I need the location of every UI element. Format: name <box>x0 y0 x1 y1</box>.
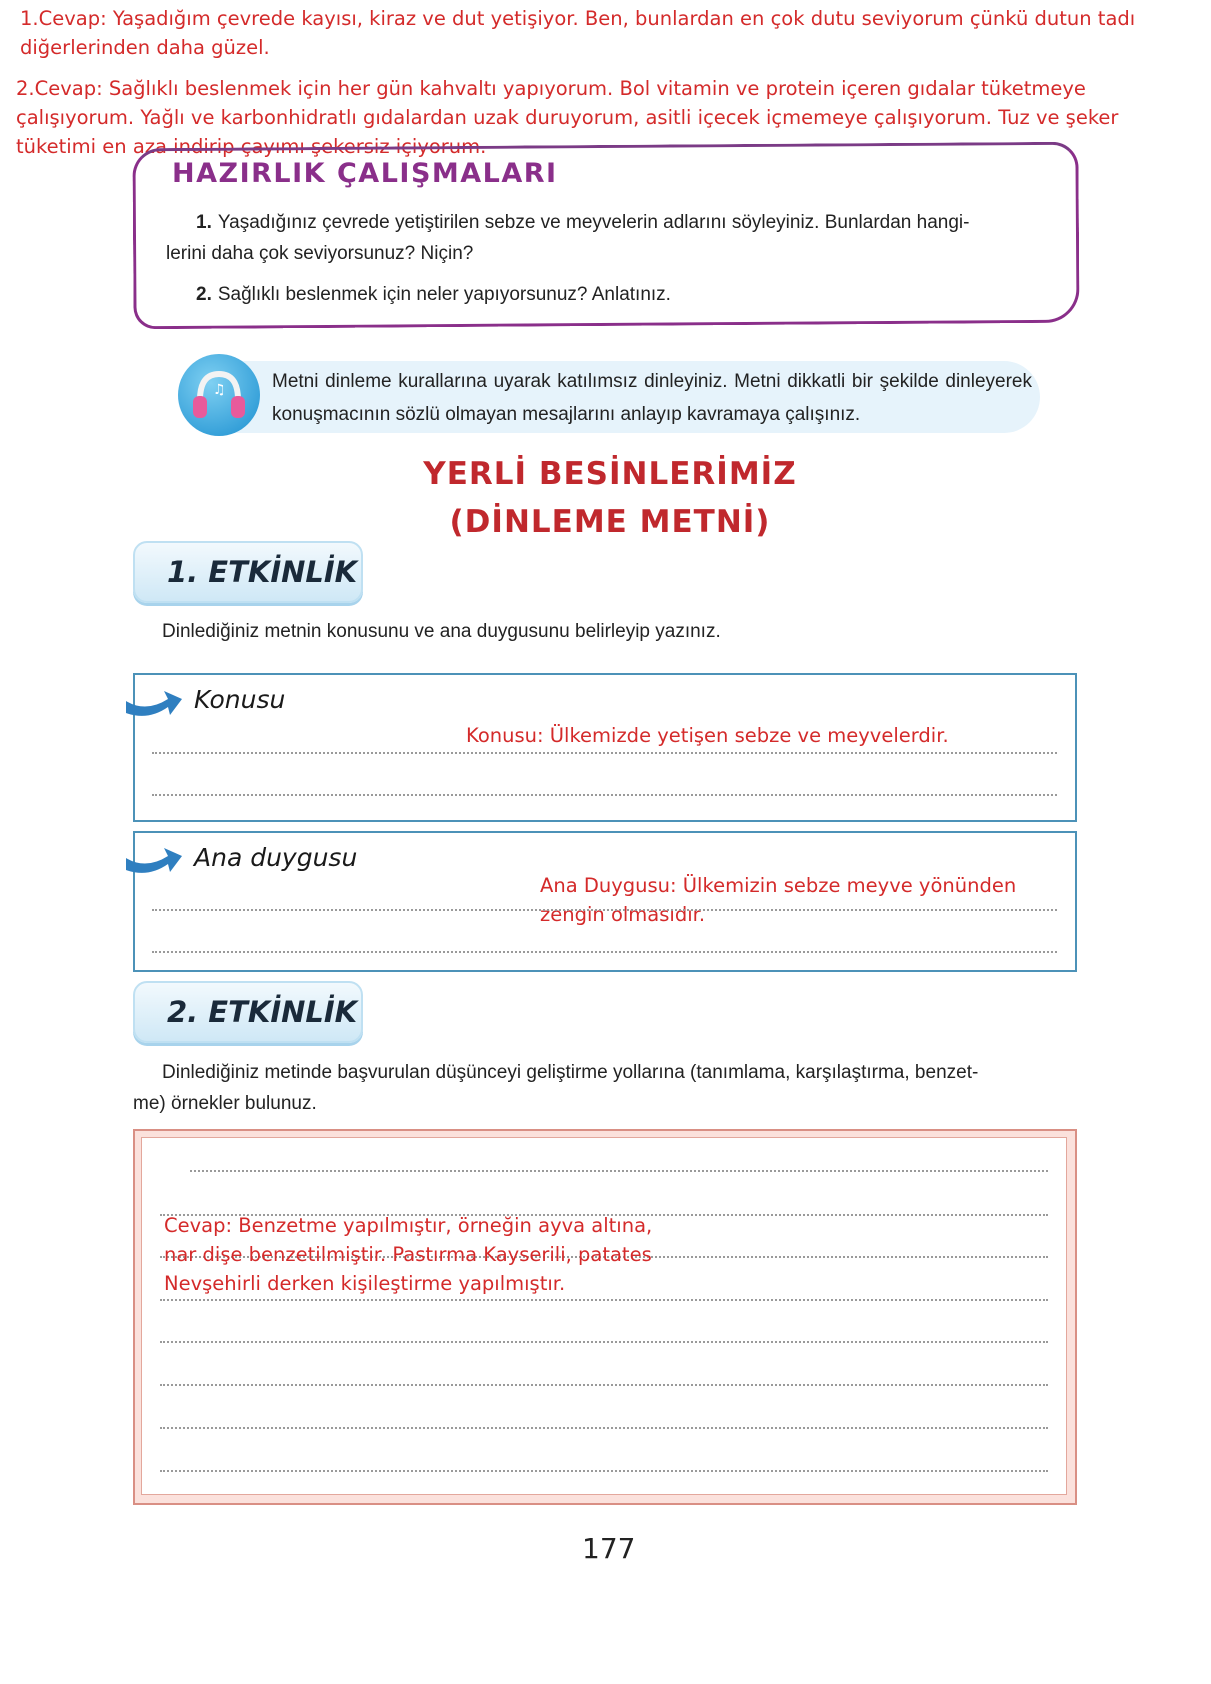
page-number: 177 <box>582 1532 636 1565</box>
dotted-line <box>160 1384 1048 1386</box>
etkinlik-1-instruction: Dinlediğiniz metnin konusunu ve ana duygusunu belirleyip yazınız. <box>162 621 721 642</box>
hazirlik-title: HAZIRLIK ÇALIŞMALARI <box>172 158 558 189</box>
ana-duygusu-answer-line-1: Ana Duygusu: Ülkemizin sebze meyve yönünden <box>540 874 1017 897</box>
dotted-line <box>160 1299 1048 1301</box>
question-1-continued: lerini daha çok seviyorsunuz? Niçin? <box>166 243 474 264</box>
dotted-line <box>190 1170 1048 1172</box>
dotted-line <box>160 1341 1048 1343</box>
etkinlik-2-badge <box>133 981 363 1043</box>
title-line-1: YERLİ BESİNLERİMİZ <box>423 456 797 492</box>
dotted-line <box>152 909 1057 911</box>
title-line-2: (DİNLEME METNİ) <box>449 504 771 540</box>
question-1-number: 1. <box>196 212 212 233</box>
dotted-line <box>152 951 1057 953</box>
etkinlik-1-badge <box>133 541 363 603</box>
dotted-line <box>160 1470 1048 1472</box>
etkinlik-2-instruction-line-1: Dinlediğiniz metinde başvurulan düşünceyi geliştirme yollarına (tanımlama, karşılaştırma, benzet- <box>162 1062 979 1083</box>
arrow-icon <box>124 683 184 723</box>
headphones-icon <box>178 354 260 436</box>
dotted-line <box>152 752 1057 754</box>
answer-1: 1.Cevap: Yaşadığım çevrede kayısı, kiraz ve dut yetişiyor. Ben, bunlardan en çok dutu seviyorum çünkü dutun tadı diğerlerinden daha güzel. <box>20 7 1136 59</box>
etkinlik-2-answer-line-3: Nevşehirli derken kişileştirme yapılmıştır. <box>164 1272 566 1295</box>
question-2-number: 2. <box>196 284 212 305</box>
svg-text:♫: ♫ <box>213 382 226 398</box>
answer-2: 2.Cevap: Sağlıklı beslenmek için her gün kahvaltı yapıyorum. Bol vitamin ve protein içeren gıdalar tüketmeye çalışıyorum. Yağlı ve karbonhidratlı gıdalardan uzak duruyorum, asitli içecek içmemeye çalışıyorum. Tuz ve şeker tüketimi en aza indirip çayımı şekersiz içiyorum. <box>16 77 1119 158</box>
etkinlik-2-instruction-line-2: me) örnekler bulunuz. <box>133 1093 317 1114</box>
listening-instruction: Metni dinleme kurallarına uyarak katılımsız dinleyiniz. Metni dikkatli bir şekilde dinleyerek konuşmacının sözlü olmayan mesajlarını anlayıp kavramaya çalışınız. <box>272 371 1032 425</box>
question-2 <box>196 279 1056 310</box>
ana-duygusu-answer-line-2: zengin olmasıdır. <box>540 903 706 926</box>
etkinlik-2-answer-line-1: Cevap: Benzetme yapılmıştır, örneğin ayva altına, <box>164 1214 653 1237</box>
etkinlik-1-label: 1. ETKİNLİK <box>167 555 358 589</box>
answer-area <box>141 1137 1067 1495</box>
question-1 <box>196 207 1056 238</box>
konusu-label: Konusu <box>194 685 286 714</box>
etkinlik-2-answer-line-2: nar dişe benzetilmiştir. Pastırma Kayserili, patates <box>164 1243 652 1266</box>
question-1-text: Yaşadığınız çevrede yetiştirilen sebze ve meyvelerin adlarını söyleyiniz. Bunlardan hangi- <box>217 212 970 233</box>
ana-duygusu-label: Ana duygusu <box>194 843 358 872</box>
page-title <box>380 450 840 546</box>
konusu-answer: Konusu: Ülkemizde yetişen sebze ve meyvelerdir. <box>466 724 949 747</box>
dotted-line <box>160 1427 1048 1429</box>
question-2-text: Sağlıklı beslenmek için neler yapıyorsunuz? Anlatınız. <box>217 284 671 305</box>
arrow-icon <box>124 840 184 880</box>
dotted-line <box>152 794 1057 796</box>
etkinlik-2-label: 2. ETKİNLİK <box>167 995 358 1029</box>
